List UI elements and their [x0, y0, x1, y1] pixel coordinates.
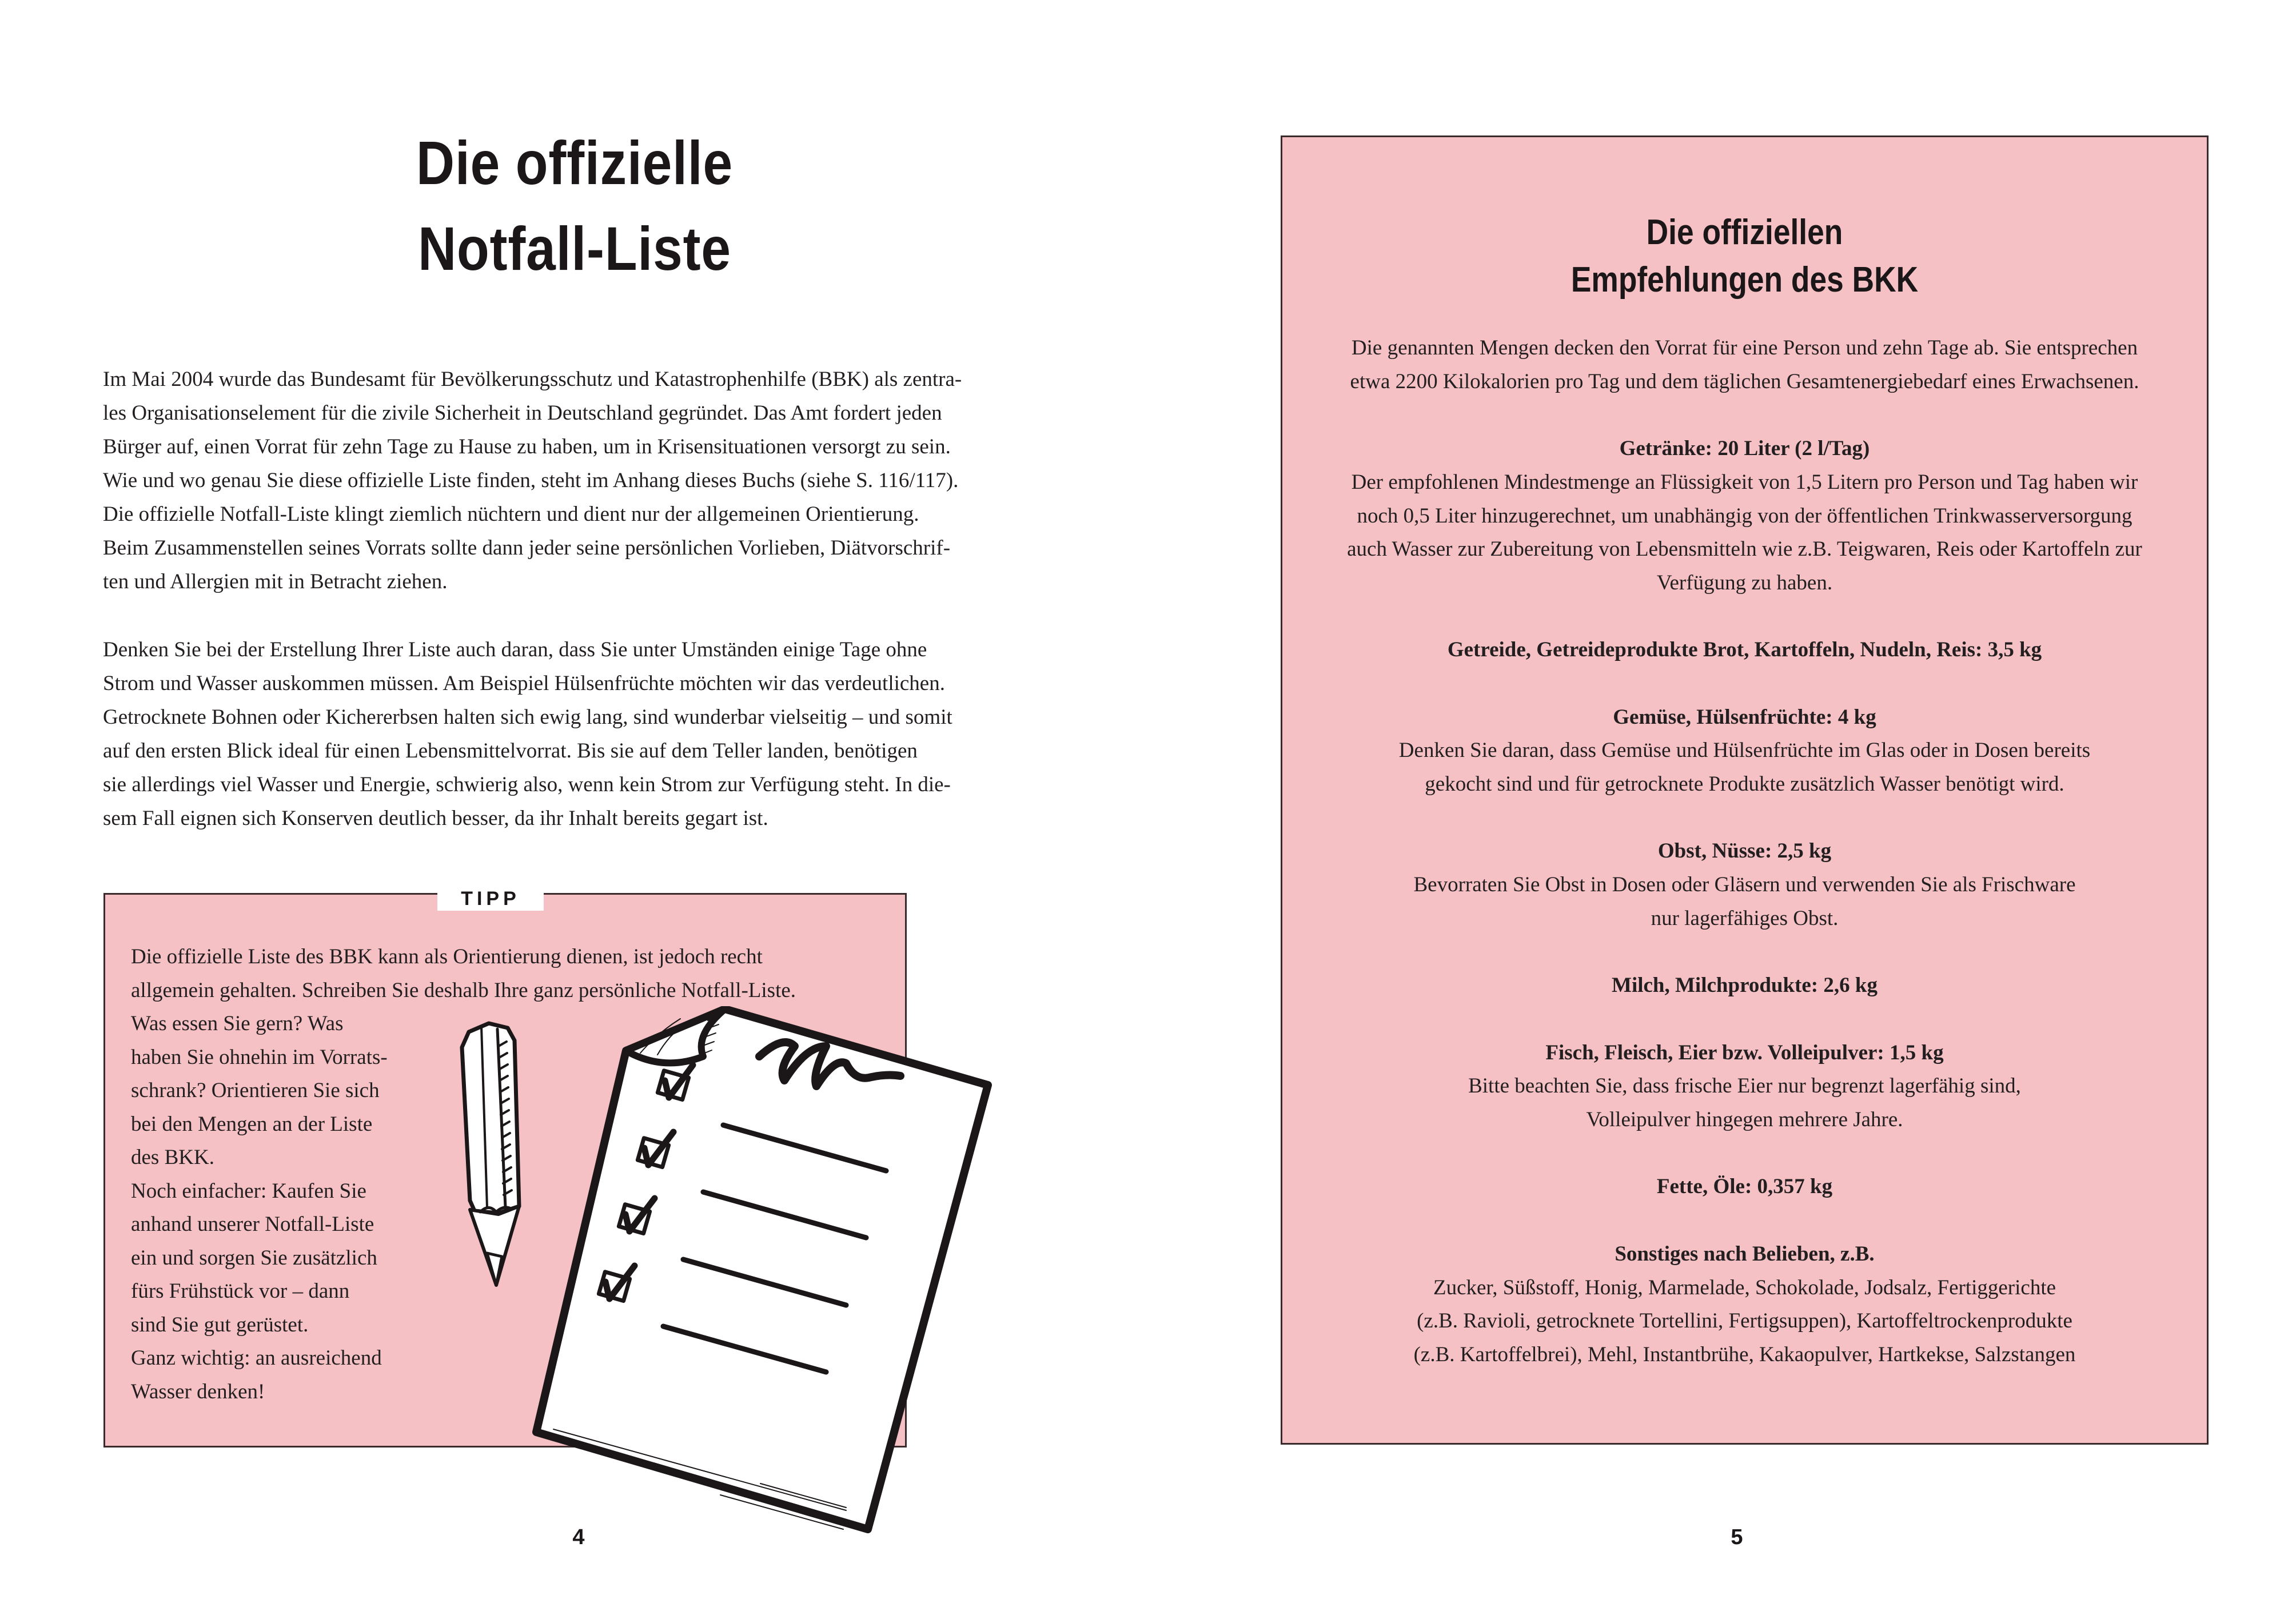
text-line: sind Sie gut gerüstet. — [131, 1313, 309, 1337]
section-text: Der empfohlenen Mindestmenge an Flüssigkeit von 1,5 Litern pro Person und Tag haben wir — [1351, 470, 2138, 494]
text-line: Beim Zusammenstellen seines Vorrats sollte dann jeder seine persönlichen Vorlieben, Diätvorschrif- — [103, 536, 951, 560]
text-line: bei den Mengen an der Liste — [131, 1112, 373, 1136]
text-line: des BKK. — [131, 1146, 214, 1169]
tipp-label: TIPP — [437, 888, 544, 911]
section-text: gekocht sind und für getrocknete Produkte zusätzlich Wasser benötigt wird. — [1425, 772, 2064, 796]
section-grains — [1282, 633, 2207, 667]
checklist-icon — [536, 1009, 988, 1529]
page-title-line-2: Notfall-Liste — [418, 214, 731, 283]
text-line: Ganz wichtig: an ausreichend — [131, 1346, 382, 1370]
box-title-line-2: Empfehlungen des BKK — [1570, 260, 1919, 300]
section-fruit-nuts — [1282, 835, 2207, 935]
text-line: Wie und wo genau Sie diese offizielle Liste finden, steht im Anhang dieses Buchs (siehe S. 116/117). — [103, 469, 959, 492]
text-line: ein und sorgen Sie zusätzlich — [131, 1246, 377, 1270]
recommendations-content — [1282, 332, 2207, 1372]
text-line: haben Sie ohnehin im Vorrats- — [131, 1045, 388, 1069]
section-text: Bevorraten Sie Obst in Dosen oder Gläsern und verwenden Sie als Frischware — [1413, 873, 2076, 897]
text-line: anhand unserer Notfall-Liste — [131, 1213, 374, 1236]
checklist-illustration — [435, 1006, 1041, 1555]
text-line: auf den ersten Blick ideal für einen Lebensmittelvorrat. Bis sie auf dem Teller landen, benötigen — [103, 739, 918, 763]
text-line: Was essen Sie gern? Was — [131, 1012, 344, 1035]
section-heading: Obst, Nüsse: 2,5 kg — [1657, 839, 1832, 863]
intro-paragraph — [103, 362, 1029, 599]
text-line: Bürger auf, einen Vorrat für zehn Tage zu Hause zu haben, um in Krisensituationen versorgt zu sein. — [103, 435, 951, 458]
section-heading: Fette, Öle: 0,357 kg — [1656, 1175, 1833, 1199]
intro-line: Die genannten Mengen decken den Vorrat für eine Person und zehn Tage ab. Sie entsprechen — [1351, 336, 2138, 360]
section-text: nur lagerfähiges Obst. — [1651, 906, 1839, 930]
second-paragraph — [103, 633, 1029, 835]
text-line: sie allerdings viel Wasser und Energie, schwierig also, wenn kein Strom zur Verfügung steht. In die- — [103, 773, 951, 796]
text-line: sem Fall eignen sich Konserven deutlich besser, da ihr Inhalt bereits gegart ist. — [103, 807, 768, 830]
section-heading: Fisch, Fleisch, Eier bzw. Volleipulver: 1,5 kg — [1545, 1040, 1944, 1064]
text-line: Denken Sie bei der Erstellung Ihrer Liste auch daran, dass Sie unter Umständen einige Tage ohne — [103, 638, 927, 661]
section-other — [1282, 1238, 2207, 1372]
text-line: allgemein gehalten. Schreiben Sie deshalb Ihre ganz persönliche Notfall-Liste. — [131, 978, 796, 1002]
text-line: les Organisationselement für die zivile Sicherheit in Deutschland gegründet. Das Amt fordert jeden — [103, 401, 942, 425]
right-page — [1148, 0, 2296, 1607]
pencil-icon — [462, 1023, 519, 1285]
text-line: Die offizielle Liste des BBK kann als Orientierung dienen, ist jedoch recht — [131, 945, 763, 968]
section-heading: Getränke: 20 Liter (2 l/Tag) — [1619, 437, 1870, 461]
section-text: Zucker, Süßstoff, Honig, Marmelade, Schokolade, Jodsalz, Fertiggerichte — [1433, 1275, 2056, 1299]
section-text: Volleipulver hingegen mehrere Jahre. — [1586, 1108, 1903, 1132]
text-line: schrank? Orientieren Sie sich — [131, 1079, 380, 1102]
section-dairy — [1282, 969, 2207, 1003]
text-line: Wasser denken! — [131, 1379, 265, 1403]
section-text: Verfügung zu haben. — [1656, 571, 1833, 595]
page-number: 5 — [1731, 1525, 1743, 1549]
section-text: Denken Sie daran, dass Gemüse und Hülsenfrüchte im Glas oder in Dosen bereits — [1398, 739, 2091, 763]
box-title — [1347, 209, 2142, 304]
page-title — [169, 120, 980, 292]
bbk-recommendations-box — [1281, 135, 2209, 1445]
section-text: Bitte beachten Sie, dass frische Eier nur begrenzt lagerfähig sind, — [1468, 1074, 2021, 1098]
section-vegetables — [1282, 701, 2207, 801]
page-title-line-1: Die offizielle — [416, 128, 733, 197]
page-number: 4 — [572, 1525, 585, 1549]
section-beverages — [1282, 432, 2207, 600]
section-heading: Getreide, Getreideprodukte Brot, Kartoffeln, Nudeln, Reis: 3,5 kg — [1447, 638, 2042, 662]
section-text: (z.B. Ravioli, getrocknete Tortellini, Fertigsuppen), Kartoffeltrockenprodukte — [1417, 1309, 2072, 1333]
section-text: noch 0,5 Liter hinzugerechnet, um unabhängig von der öffentlichen Trinkwasserversorgung — [1357, 504, 2132, 528]
text-line: Die offizielle Notfall-Liste klingt ziemlich nüchtern und dient nur der allgemeinen Orientierung. — [103, 503, 919, 526]
text-line: Getrocknete Bohnen oder Kichererbsen halten sich ewig lang, sind wunderbar vielseitig – und somit — [103, 705, 952, 729]
section-text: auch Wasser zur Zubereitung von Lebensmitteln wie z.B. Teigwaren, Reis oder Kartoffeln zur — [1347, 537, 2142, 561]
text-line: fürs Frühstück vor – dann — [131, 1279, 350, 1303]
section-fish-meat-eggs — [1282, 1036, 2207, 1137]
section-fats-oils — [1282, 1170, 2207, 1204]
text-line: ten und Allergien mit in Betracht ziehen. — [103, 570, 448, 593]
box-title-line-1: Die offiziellen — [1646, 213, 1843, 252]
section-text: (z.B. Kartoffelbrei), Mehl, Instantbrühe, Kakaopulver, Hartkekse, Salzstangen — [1413, 1342, 2076, 1366]
text-line: Noch einfacher: Kaufen Sie — [131, 1179, 366, 1203]
text-line: Strom und Wasser auskommen müssen. Am Beispiel Hülsenfrüchte möchten wir das verdeutlichen. — [103, 672, 945, 695]
text-line: Im Mai 2004 wurde das Bundesamt für Bevölkerungsschutz und Katastrophenhilfe (BBK) als zentra- — [103, 368, 962, 391]
intro-line: etwa 2200 Kilokalorien pro Tag und dem täglichen Gesamtenergiebedarf eines Erwachsenen. — [1350, 369, 2139, 393]
section-heading: Sonstiges nach Belieben, z.B. — [1615, 1242, 1875, 1266]
section-heading: Milch, Milchprodukte: 2,6 kg — [1612, 974, 1878, 998]
section-heading: Gemüse, Hülsenfrüchte: 4 kg — [1613, 705, 1876, 729]
